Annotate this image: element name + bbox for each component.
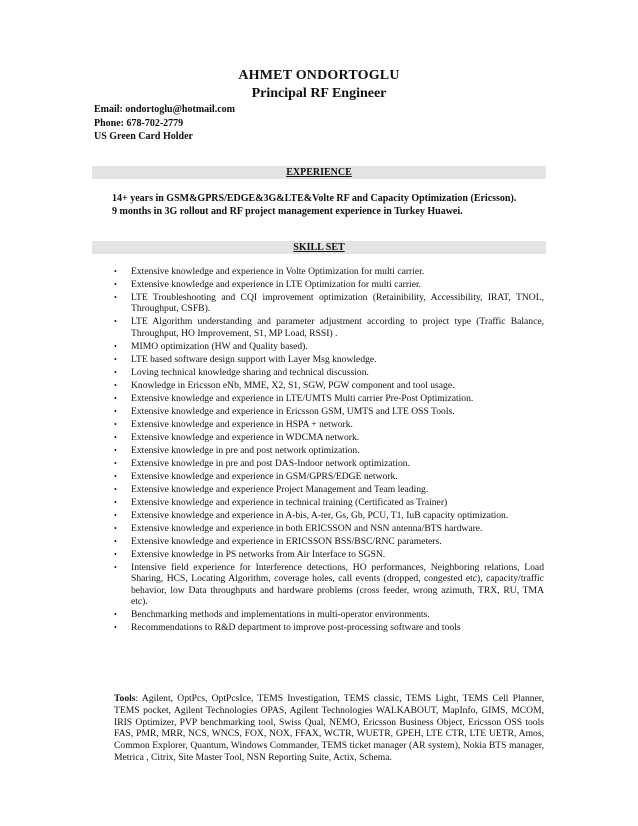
residency-status: US Green Card Holder xyxy=(94,131,193,142)
skill-item xyxy=(114,354,544,365)
phone-line xyxy=(94,117,235,131)
skill-text: Recommendations to R&D department to improve post-processing software and tools xyxy=(131,622,461,634)
skill-item xyxy=(114,432,544,443)
bullet-icon: • xyxy=(114,510,117,520)
bullet-icon: • xyxy=(114,354,117,364)
skill-item xyxy=(114,622,544,633)
email-value: ondortoglu@hotmail.com xyxy=(125,104,235,115)
bullet-icon: • xyxy=(114,380,117,390)
experience-line: 9 months in 3G rollout and RF project management experience in Turkey Huawei. xyxy=(112,205,463,217)
experience-line: 14+ years in GSM&GPRS/EDGE&3G&LTE&Volte RF and Capacity Optimization (Ericsson). xyxy=(112,193,517,204)
tools-paragraph xyxy=(114,693,544,764)
bullet-icon: • xyxy=(114,484,117,494)
skill-text: Knowledge in Ericsson eNb, MME, X2, S1, SGW, PGW component and tool usage. xyxy=(131,379,455,391)
skill-item xyxy=(114,523,544,534)
email-line xyxy=(94,103,235,117)
skill-text: Extensive knowledge and experience Project Management and Team leading. xyxy=(131,483,429,495)
bullet-icon: • xyxy=(114,610,117,620)
skill-item xyxy=(114,266,544,277)
bullet-icon: • xyxy=(114,293,117,302)
skill-item xyxy=(114,367,544,378)
bullet-icon: • xyxy=(114,549,117,559)
skill-item xyxy=(114,445,544,456)
skill-item xyxy=(114,292,544,315)
bullet-icon: • xyxy=(114,280,117,289)
skill-item xyxy=(114,549,544,560)
skill-text: LTE based software design support with Layer Msg knowledge. xyxy=(131,353,377,365)
skill-text: Extensive knowledge and experience in both ERICSSON and NSN antenna/BTS hardware. xyxy=(131,522,483,534)
skill-text: Extensive knowledge and experience in Ericsson GSM, UMTS and LTE OSS Tools. xyxy=(131,405,455,417)
bullet-icon: • xyxy=(114,623,117,633)
bullet-icon: • xyxy=(114,432,117,442)
skill-text: Extensive knowledge and experience in LTE Optimization for multi carrier. xyxy=(131,279,422,290)
bullet-icon: • xyxy=(114,317,117,327)
skill-text: MIMO optimization (HW and Quality based). xyxy=(131,340,308,352)
experience-summary xyxy=(112,193,542,218)
skill-text: Extensive knowledge and experience in A-bis, A-ter, Gs, Gb, PCU, T1, IuB capacity optimization. xyxy=(131,509,509,521)
skill-text: Extensive knowledge in pre and post DAS-Indoor network optimization. xyxy=(131,457,410,469)
skill-item xyxy=(114,497,544,508)
skill-item xyxy=(114,471,544,482)
skill-item xyxy=(114,510,544,521)
job-title: Principal RF Engineer xyxy=(251,86,387,101)
phone-label: Phone: xyxy=(94,117,124,129)
phone-value: 678-702-2779 xyxy=(126,117,184,129)
email-label: Email: xyxy=(94,104,123,115)
tools-text: : Agilent, OptPcs, OptPcsIce, TEMS Investigation, TEMS classic, TEMS Light, TEMS Cell Planner, TEMS pocket, Agilent Technologies OPAS, Agilent Technologies WALKABOUT, MapInfo, GIMS, MCOM, IRIS Optimizer, PVP benchmarking tool, Swiss Qual, NEMO, Ericsson Business Object, Ericsson OSS tools FAS, PMR, MRR, NCS, WNCS, FOX, NOX, FFAX, WCTR, WUETR, GPEH, LTE CTR, LTE UETR, Amos, Common Explorer, Quantum, Windows Commander, TEMS ticket manager (AR system), Nokia BTS manager, Metrica , Citrix, Site Master Tool, NSN Reporting Suite, Actix, Schema. xyxy=(114,693,544,763)
experience-heading: EXPERIENCE xyxy=(286,167,352,178)
skill-item xyxy=(114,380,544,391)
bullet-icon: • xyxy=(114,267,117,276)
skill-item xyxy=(114,279,544,290)
skill-item xyxy=(114,393,544,404)
skill-item xyxy=(114,419,544,430)
skills-list xyxy=(114,266,544,635)
bullet-icon: • xyxy=(114,562,117,572)
bullet-icon: • xyxy=(114,367,117,377)
tools-label: Tools xyxy=(114,693,136,704)
bullet-icon: • xyxy=(114,393,117,403)
skill-item xyxy=(114,609,544,620)
bullet-icon: • xyxy=(114,406,117,416)
skill-item xyxy=(114,316,544,339)
skill-text: Extensive knowledge and experience in WDCMA network. xyxy=(131,431,360,443)
candidate-name: AHMET ONDORTOGLU xyxy=(238,68,400,83)
skill-text: Extensive knowledge in pre and post network optimization. xyxy=(131,444,360,456)
skill-item xyxy=(114,562,544,608)
skill-item xyxy=(114,458,544,469)
skill-text: Extensive knowledge and experience in Volte Optimization for multi carrier. xyxy=(131,266,425,277)
skill-text: Extensive knowledge and experience in ERICSSON BSS/BSC/RNC parameters. xyxy=(131,535,442,547)
skill-text: LTE Troubleshooting and CQI improvement optimization (Retainibility, Accessibility, IRAT, TNOL, Throughput, CSFB). xyxy=(131,292,544,315)
bullet-icon: • xyxy=(114,445,117,455)
skill-text: Benchmarking methods and implementations in multi-operator environments. xyxy=(131,609,430,621)
skills-heading-bar xyxy=(92,241,546,254)
skill-item xyxy=(114,536,544,547)
skill-text: Extensive knowledge and experience in GSM/GPRS/EDGE network. xyxy=(131,470,398,482)
skill-text: Extensive knowledge and experience in HSPA + network. xyxy=(131,418,353,430)
bullet-icon: • xyxy=(114,471,117,481)
bullet-icon: • xyxy=(114,523,117,533)
bullet-icon: • xyxy=(114,419,117,429)
bullet-icon: • xyxy=(114,341,117,351)
contact-block xyxy=(94,103,235,144)
skills-heading: SKILL SET xyxy=(293,242,345,253)
experience-heading-bar xyxy=(92,166,546,179)
skill-item xyxy=(114,341,544,352)
bullet-icon: • xyxy=(114,497,117,507)
skill-item xyxy=(114,484,544,495)
bullet-icon: • xyxy=(114,458,117,468)
skill-text: Extensive knowledge and experience in technical training (Certificated as Trainer) xyxy=(131,496,448,508)
skill-text: Intensive field experience for Interference detections, HO performances, Neighboring relations, Load Sharing, HCS, Locating Algorithm, coverage holes, call events (dropped, congested etc), capacity/traffic behavior, low Data throughputs and hardware problems (cross feeder, wrong azimuth, TRX, RU, TMA etc). xyxy=(131,561,544,608)
skill-text: Loving technical knowledge sharing and technical discussion. xyxy=(131,366,369,378)
skill-text: Extensive knowledge and experience in LTE/UMTS Multi carrier Pre-Post Optimization. xyxy=(131,392,474,404)
skill-text: Extensive knowledge in PS networks from Air Interface to SGSN. xyxy=(131,548,386,560)
bullet-icon: • xyxy=(114,536,117,546)
skill-item xyxy=(114,406,544,417)
skill-text: LTE Algorithm understanding and parameter adjustment according to project type (Traffic Balance, Throughput, HO Improvement, S1, MP Load, RSSI) . xyxy=(131,316,544,339)
